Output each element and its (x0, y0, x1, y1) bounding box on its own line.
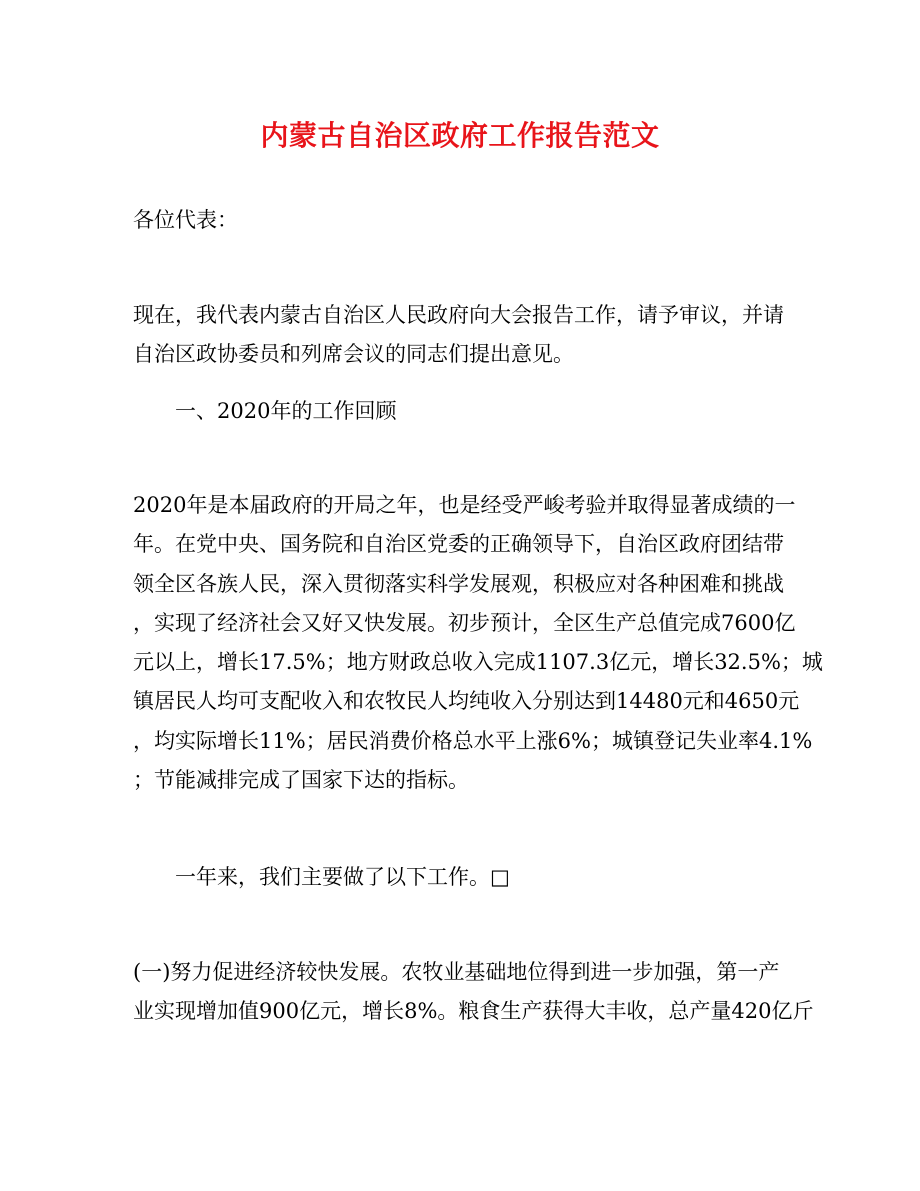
review-line: ；节能减排完成了国家下达的指标。 (133, 768, 469, 793)
work-intro (175, 858, 835, 897)
review-line: ，均实际增长11%；居民消费价格总水平上涨6%；城镇登记失业率4.1% (133, 728, 813, 753)
review-line: ，实现了经济社会又好又快发展。初步预计，全区生产总值完成7600亿 (133, 610, 796, 635)
review-line: 镇居民人均可支配收入和农牧民人均纯收入分别达到14480元和4650元 (133, 689, 800, 714)
review-line: 领全区各族人民，深入贯彻落实科学发展观，积极应对各种困难和挑战 (133, 571, 784, 596)
section-heading-text: 一、2020年的工作回顾 (175, 399, 397, 423)
review-line: 2020年是本届政府的开局之年，也是经受严峻考验并取得显著成绩的一 (133, 493, 796, 517)
review-line: 年。在党中央、国务院和自治区党委的正确领导下，自治区政府团结带 (133, 532, 784, 557)
greeting (133, 201, 793, 240)
intro-paragraph (133, 296, 793, 375)
intro-line: 自治区政协委员和列席会议的同志们提出意见。 (133, 342, 574, 367)
item1-line: (一)努力促进经济较快发展。农牧业基础地位得到进一步加强，第一产 (133, 960, 780, 984)
work-intro-text: 一年来，我们主要做了以下工作。□ (175, 865, 510, 889)
intro-line: 现在，我代表内蒙古自治区人民政府向大会报告工作，请予审议，并请 (133, 303, 784, 327)
document-title: 内蒙古自治区政府工作报告范文 (260, 119, 660, 152)
review-line: 元以上，增长17.5%；地方财政总收入完成1107.3亿元，增长32.5%；城 (133, 650, 823, 675)
section-heading (175, 392, 835, 431)
item1-line: 业实现增加值900亿元，增长8%。粮食生产获得大丰收，总产量420亿斤 (133, 999, 814, 1024)
review-paragraph (133, 486, 823, 800)
greeting-text: 各位代表： (133, 208, 238, 232)
item1-paragraph (133, 953, 814, 1032)
